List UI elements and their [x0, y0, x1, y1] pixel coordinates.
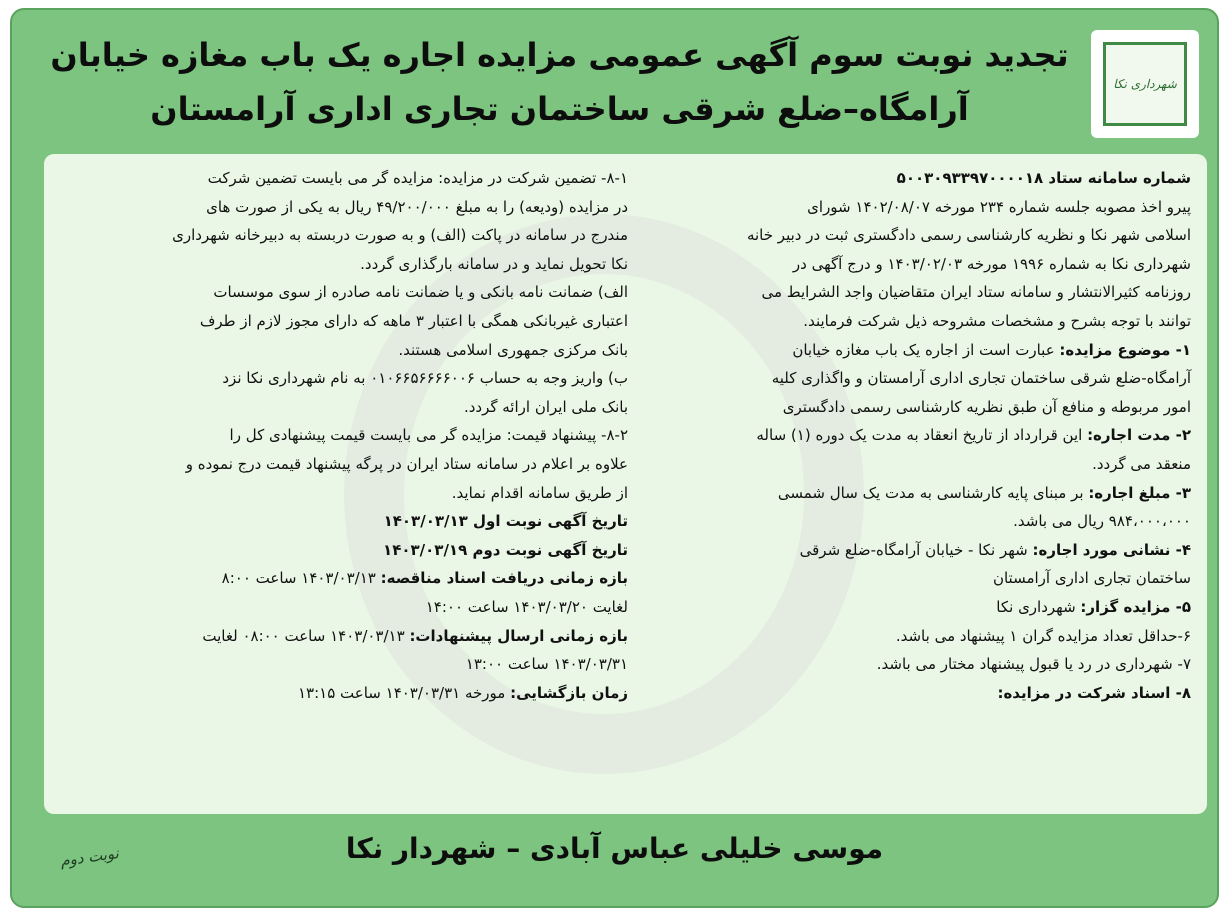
title-line-1: تجدید نوبت سوم آگهی عمومی مزایده اجاره یک باب مغازه خیابان	[50, 36, 1069, 74]
item-8-1-line: مندرج در سامانه در پاکت (الف) و به صورت دربسته به دبیرخانه شهرداری	[172, 226, 628, 245]
clause-a-line: بانک مرکزی جمهوری اسلامی هستند.	[398, 340, 628, 359]
item-2	[631, 421, 1191, 450]
item-8-2-line: از طریق سامانه اقدام نماید.	[451, 483, 628, 502]
notice-body	[44, 154, 1207, 814]
item-8-1-line: ۸-۱- تضمین شرکت در مزایده: مزایده گر می بایست تضمین شرکت	[207, 169, 628, 187]
item-7: ۷- شهرداری در رد یا قبول پیشنهاد مختار می باشد.	[876, 655, 1191, 674]
send-period-start: ۱۴۰۳/۰۳/۱۳ ساعت ۰۸:۰۰ لغایت	[202, 626, 410, 645]
item-3-label: ۳- مبلغ اجاره:	[1088, 483, 1191, 502]
clause-a-line: اعتباری غیربانکی همگی با اعتبار ۳ ماهه که دارای مجوز لازم از طرف	[199, 311, 628, 330]
item-8-1-line: نکا تحویل نماید و در سامانه بارگذاری گردد.	[360, 254, 628, 273]
item-5	[631, 593, 1191, 622]
item-2-label: ۲- مدت اجاره:	[1087, 426, 1191, 445]
clause-b-line: ب) واریز وجه به حساب ۰۱۰۶۶۵۶۶۶۶۰۰۶ به نام شهرداری نکا نزد	[222, 369, 628, 388]
docs-period	[68, 564, 628, 593]
item-4	[631, 536, 1191, 565]
intro-line: اسلامی شهر نکا و نظریه کارشناسی رسمی دادگستری ثبت در دبیر خانه	[746, 226, 1191, 245]
title-line-2: آرامگاه–ضلع شرقی ساختمان تجاری اداری آرامستان	[150, 90, 969, 128]
item-1-line: امور مربوطه و منافع آن طبق نظریه کارشناسی رسمی دادگستری	[782, 397, 1191, 416]
second-notice-date: تاریخ آگهی نوبت دوم ۱۴۰۳/۰۳/۱۹	[383, 540, 628, 559]
item-1-line: آرامگاه-ضلع شرقی ساختمان تجاری اداری آرامستان و واگذاری کلیه	[771, 369, 1191, 388]
item-1-label: ۱- موضوع مزایده:	[1059, 340, 1191, 359]
item-3	[631, 479, 1191, 508]
left-column	[68, 164, 628, 707]
intro-line: روزنامه کثیرالانتشار و سامانه ستاد ایران متقاضیان واجد الشرایط می	[761, 283, 1191, 302]
item-1	[631, 336, 1191, 365]
item-8-1-line: در مزایده (ودیعه) را به مبلغ ۴۹/۲۰۰/۰۰۰ ریال به یکی از صورت های	[206, 197, 628, 216]
item-8: ۸- اسناد شرکت در مزایده:	[997, 683, 1191, 702]
item-8-2-line: علاوه بر اعلام در سامانه ستاد ایران در پرگه پیشنهاد قیمت درج نموده و	[185, 454, 628, 473]
opening-time-label: زمان بازگشایی:	[510, 683, 628, 702]
docs-period-start: ۱۴۰۳/۰۳/۱۳ ساعت ۸:۰۰	[221, 569, 381, 588]
item-5-label: ۵- مزایده گزار:	[1080, 597, 1191, 616]
send-period	[68, 622, 628, 651]
notice-title	[42, 28, 1077, 136]
send-period-label: بازه زمانی ارسال پیشنهادات:	[409, 626, 628, 645]
municipality-logo	[1091, 30, 1199, 138]
intro-line: شهرداری نکا به شماره ۱۹۹۶ مورخه ۱۴۰۳/۰۲/۰۳ و درج آگهی در	[792, 254, 1191, 273]
opening-time	[68, 679, 628, 708]
item-4-text: شهر نکا - خیابان آرامگاه-ضلع شرقی	[799, 540, 1033, 559]
mayor-signature: موسی خلیلی عباس آبادی – شهردار نکا	[345, 832, 884, 865]
item-2-line: منعقد می گردد.	[1092, 454, 1191, 473]
item-4-label: ۴- نشانی مورد اجاره:	[1032, 540, 1191, 559]
item-3-line: ۹۸۴،۰۰۰،۰۰۰ ریال می باشد.	[1013, 512, 1191, 531]
clause-a-line: الف) ضمانت نامه بانکی و یا ضمانت نامه صادره از سوی موسسات	[213, 283, 628, 302]
intro-line: توانند با توجه بشرح و مشخصات مشروحه ذیل شرکت فرمایند.	[803, 311, 1191, 330]
logo-text: شهرداری نکا	[1113, 77, 1177, 91]
right-column	[631, 164, 1191, 707]
notice-frame	[10, 8, 1219, 908]
item-4-line: ساختمان تجاری اداری آرامستان	[992, 569, 1191, 588]
docs-period-label: بازه زمانی دریافت اسناد مناقصه:	[380, 569, 628, 588]
item-3-text: بر مبنای پایه کارشناسی به مدت یک سال شمسی	[777, 483, 1089, 502]
item-2-text: این قرارداد از تاریخ انعقاد به مدت یک دوره (۱) ساله	[756, 426, 1088, 445]
item-5-text: شهرداری نکا	[996, 597, 1081, 616]
publication-stamp: نوبت دوم	[59, 843, 120, 871]
item-1-text: عبارت است از اجاره یک باب مغازه خیابان	[792, 340, 1060, 359]
first-notice-date: تاریخ آگهی نوبت اول ۱۴۰۳/۰۳/۱۳	[383, 512, 628, 531]
setad-number: شماره سامانه ستاد ۵۰۰۳۰۹۳۳۹۷۰۰۰۰۱۸	[896, 169, 1191, 187]
intro-line: پیرو اخذ مصوبه جلسه شماره ۲۳۴ مورخه ۱۴۰۲/۰۸/۰۷ شورای	[807, 197, 1191, 216]
logo-emblem	[1103, 42, 1187, 126]
send-period-end: ۱۴۰۳/۰۳/۳۱ ساعت ۱۳:۰۰	[465, 655, 628, 674]
item-6: ۶-حداقل تعداد مزایده گران ۱ پیشنهاد می باشد.	[895, 626, 1191, 645]
docs-period-end: لغایت ۱۴۰۳/۰۳/۲۰ ساعت ۱۴:۰۰	[425, 597, 628, 616]
clause-b-line: بانک ملی ایران ارائه گردد.	[463, 397, 628, 416]
opening-time-text: مورخه ۱۴۰۳/۰۳/۳۱ ساعت ۱۳:۱۵	[298, 683, 511, 702]
item-8-2-line: ۸-۲- پیشنهاد قیمت: مزایده گر می بایست قیمت پیشنهادی کل را	[229, 426, 628, 445]
